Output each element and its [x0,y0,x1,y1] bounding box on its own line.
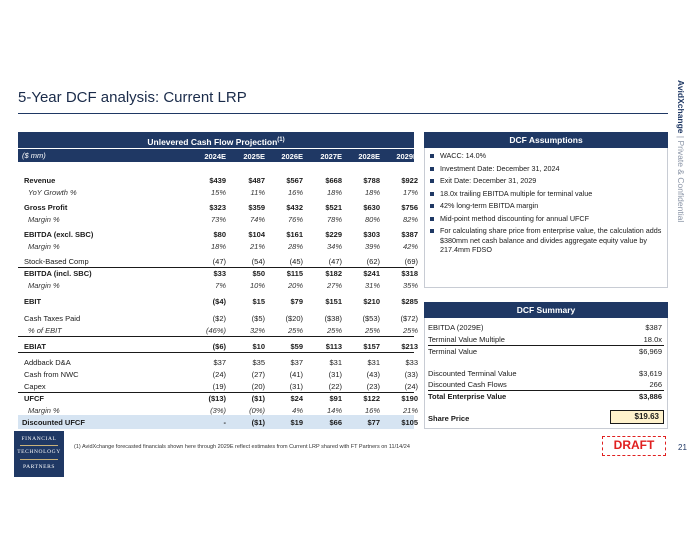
table-cell: (47) [212,257,226,266]
assumptions-list [430,151,666,258]
table-cell: $80 [213,230,226,239]
table-cell: ($53) [362,314,380,323]
table-cell: $79 [290,297,303,306]
row-label: YoY Growth % [28,188,77,197]
table-cell: (22) [328,382,342,391]
row-label: Addback D&A [24,358,71,367]
table-cell: 39% [364,242,380,251]
row-label: EBIT [24,297,42,306]
table-cell: 34% [326,242,342,251]
table-cell: (69) [404,257,418,266]
page-number: 21 [678,443,687,452]
discounted-ufcf-value: - [223,418,226,427]
summary-value: $387 [645,323,662,332]
logo-divider [20,445,58,446]
table-cell: $182 [325,269,342,278]
summary-value: 18.0x [643,335,662,344]
table-cell: $567 [286,176,303,185]
stock-based-comp-row [18,256,418,268]
table-cell: ($1) [251,394,265,403]
summary-label: Terminal Value Multiple [428,335,505,344]
bullet-icon [430,192,434,196]
list-item [430,176,666,186]
row-label: Revenue [24,176,56,185]
table-cell: 14% [326,406,342,415]
table-cell: (43) [366,370,380,379]
table-cell: 27% [326,281,342,290]
table-cell: 35% [402,281,418,290]
table-cell: 15% [210,188,226,197]
table-cell: (20) [251,382,265,391]
table-cell: $190 [401,394,418,403]
discounted-ufcf-value: $105 [401,418,418,427]
summary-header: DCF Summary [424,302,668,318]
addback-da-row [18,357,418,369]
ebitda-incl-margin-row [18,280,418,292]
table-cell: (54) [251,257,265,266]
cash-flow-header-text: Unlevered Cash Flow Projection [147,136,278,147]
table-cell: $31 [329,358,342,367]
discounted-ufcf-value: $77 [367,418,380,427]
list-item [430,164,666,174]
table-cell: $15 [252,297,265,306]
draft-stamp: DRAFT [602,436,666,456]
table-cell: ($2) [212,314,226,323]
table-cell: $59 [290,342,303,351]
table-cell: 21% [249,242,265,251]
table-cell: $115 [286,269,303,278]
units-label: ($ mm) [22,151,46,160]
row-label: Margin % [28,242,60,251]
list-item [430,201,666,211]
table-cell: $439 [209,176,226,185]
assumption-text: 18.0x trailing EBITDA multiple for terminal value [440,188,593,198]
table-cell: 80% [364,215,380,224]
table-cell: $50 [252,269,265,278]
table-cell: $359 [248,203,265,212]
logo-text: TECHNOLOGY [17,449,61,455]
table-cell: ($6) [212,342,226,351]
summary-label: Terminal Value [428,347,478,356]
row-label: % of EBIT [28,326,62,335]
table-cell: ($38) [324,314,342,323]
year-header: 2027E [320,152,342,161]
summary-value: 266 [649,380,662,389]
bullet-icon [430,167,434,171]
table-cell: $157 [363,342,380,351]
table-cell: 25% [402,326,418,335]
row-label: Stock-Based Comp [24,257,89,266]
row-label: Margin % [28,406,60,415]
revenue-row [18,175,418,187]
bullet-icon [430,229,434,233]
table-cell: (19) [212,382,226,391]
assumptions-header: DCF Assumptions [424,132,668,148]
table-cell: (33) [404,370,418,379]
table-cell: 32% [249,326,265,335]
table-cell: 11% [250,188,265,197]
table-cell: $104 [248,230,265,239]
discounted-ufcf-value: ($1) [251,418,265,427]
assumption-text: Mid-point method discounting for annual UFCF [440,213,590,223]
ufcf-row [18,393,418,405]
table-cell: $210 [363,297,380,306]
row-label: Cash Taxes Paid [24,314,81,323]
table-cell: $241 [363,269,380,278]
assumption-text: 42% long-term EBITDA margin [440,201,539,210]
summary-row [428,346,664,358]
table-cell: $387 [401,230,418,239]
table-cell: (31) [289,382,303,391]
table-cell: ($5) [251,314,265,323]
table-cell: $432 [286,203,303,212]
logo-text: FINANCIAL [21,436,57,442]
title-divider [18,113,668,114]
table-cell: (45) [289,257,303,266]
row-label: Margin % [28,215,60,224]
table-cell: ($72) [400,314,418,323]
table-cell: 78% [326,215,342,224]
table-cell: $323 [209,203,226,212]
table-cell: (31) [328,370,342,379]
table-cell: (3%) [210,406,226,415]
page-title: 5-Year DCF analysis: Current LRP [18,89,247,106]
table-cell: $91 [329,394,342,403]
table-cell: (24) [212,370,226,379]
table-cell: 20% [287,281,303,290]
summary-label: Total Enterprise Value [428,392,507,401]
table-cell: 76% [287,215,303,224]
share-price-row [428,413,664,425]
summary-value: $6,969 [639,347,662,356]
gross-profit-row [18,202,418,214]
row-label: Gross Profit [24,203,68,212]
discounted-ufcf-value: $19 [290,418,303,427]
table-cell: 18% [326,188,342,197]
table-cell: 18% [364,188,380,197]
table-cell: 25% [287,326,303,335]
table-cell: 28% [287,242,303,251]
table-cell: $33 [213,269,226,278]
table-cell: $318 [401,269,418,278]
table-cell: (23) [366,382,380,391]
table-cell: $24 [290,394,303,403]
table-cell: 82% [402,215,418,224]
list-item [430,151,666,161]
share-price-label: Share Price [428,414,470,423]
list-item [430,189,666,199]
list-item [430,226,666,255]
bullet-icon [430,204,434,208]
table-cell: $788 [363,176,380,185]
table-cell: 31% [364,281,380,290]
table-cell: 4% [292,406,303,415]
bullet-icon [430,217,434,221]
row-label: UFCF [24,394,44,403]
ebitda-excl-sbc-row [18,229,418,241]
row-label: EBITDA (incl. SBC) [24,269,92,278]
table-cell: $668 [325,176,342,185]
table-cell: 42% [402,242,418,251]
table-cell: (46%) [205,326,226,335]
row-label: Capex [24,382,46,391]
ebitda-incl-sbc-row [18,268,418,280]
cash-flow-header [18,132,414,148]
row-label: EBITDA (excl. SBC) [24,230,94,239]
table-cell: $161 [286,230,303,239]
summary-label: Discounted Cash Flows [428,380,507,389]
assumption-text: Exit Date: December 31, 2029 [440,176,537,185]
table-cell: 25% [326,326,342,335]
sidebar-confidential: Private & Confidential [676,140,686,223]
summary-value: $3,619 [639,369,662,378]
year-header: 2026E [281,152,303,161]
table-cell: 10% [249,281,265,290]
table-cell: $630 [363,203,380,212]
footnote: (1) AvidXchange forecasted financials shown here through 2029E reflect estimates from Current LRP shared with FT Partners on 11/14/24 [74,444,410,450]
table-cell: $756 [401,203,418,212]
table-cell: ($20) [285,314,303,323]
year-header: 2025E [243,152,265,161]
ebitda-excl-margin-row [18,241,418,253]
table-cell: (47) [328,257,342,266]
table-cell: $122 [363,394,380,403]
sidebar-separator: | [676,133,686,141]
table-cell: 7% [215,281,226,290]
discounted-ufcf-value: $66 [329,418,342,427]
row-label: Cash from NWC [24,370,79,379]
table-cell: $37 [213,358,226,367]
table-cell: 25% [364,326,380,335]
table-cell: $922 [401,176,418,185]
sidebar-brand: AvidXchange [676,80,686,134]
summary-row [428,322,664,334]
list-item [430,214,666,224]
table-cell: $303 [363,230,380,239]
logo-text: PARTNERS [22,464,56,470]
table-cell: 74% [249,215,265,224]
table-cell: ($4) [212,297,226,306]
table-cell: $487 [248,176,265,185]
cash-flow-header-footnote: (1) [277,137,285,143]
table-cell: ($13) [208,394,226,403]
table-cell: $285 [401,297,418,306]
summary-label: Discounted Terminal Value [428,369,517,378]
summary-total-row [428,391,664,403]
table-cell: 18% [210,242,226,251]
cash-taxes-row [18,313,418,325]
table-cell: $229 [325,230,342,239]
table-cell: (24) [404,382,418,391]
table-cell: (0%) [249,406,265,415]
logo-divider [20,459,58,460]
table-cell: 16% [287,188,303,197]
share-price-value: $19.63 [610,410,664,424]
capex-row [18,381,418,393]
assumption-text: For calculating share price from enterprise value, the calculation adds $380mm net cash balance and divides aggregate equity value by 217.4mm FDSO [440,226,662,254]
bullet-icon [430,179,434,183]
table-cell: (27) [251,370,265,379]
bullet-icon [430,154,434,158]
discounted-ufcf-row [18,415,418,429]
table-cell: 16% [364,406,380,415]
table-cell: (41) [289,370,303,379]
summary-row [428,334,664,346]
ebit-row [18,296,418,308]
row-label: EBIAT [24,342,46,351]
table-cell: $37 [290,358,303,367]
table-cell: (62) [366,257,380,266]
ft-partners-logo [14,431,64,477]
year-header: 2028E [358,152,380,161]
table-cell: $151 [325,297,342,306]
table-cell: $521 [325,203,342,212]
cash-from-nwc-row [18,369,418,381]
table-cell: $35 [252,358,265,367]
summary-label: EBITDA (2029E) [428,323,484,332]
table-cell: $213 [401,342,418,351]
table-cell: 73% [210,215,226,224]
ebiat-row [18,341,418,353]
table-cell: $33 [405,358,418,367]
side-banner [676,80,696,280]
gross-margin-row [18,214,418,226]
yoy-growth-row [18,187,418,199]
tax-rate-row [18,325,418,337]
assumption-text: Investment Date: December 31, 2024 [440,163,560,173]
assumption-text: WACC: 14.0% [440,151,487,160]
year-header: 2029E [396,152,418,161]
year-header: 2024E [204,152,226,161]
summary-row [428,379,664,391]
row-label: Margin % [28,281,60,290]
table-cell: $31 [367,358,380,367]
table-cell: 21% [402,406,418,415]
table-cell: 17% [402,188,418,197]
table-cell: $113 [325,342,342,351]
discounted-ufcf-label: Discounted UFCF [22,418,85,427]
summary-value: $3,886 [639,392,662,401]
table-cell: $10 [252,342,265,351]
cash-flow-column-header [18,149,418,162]
